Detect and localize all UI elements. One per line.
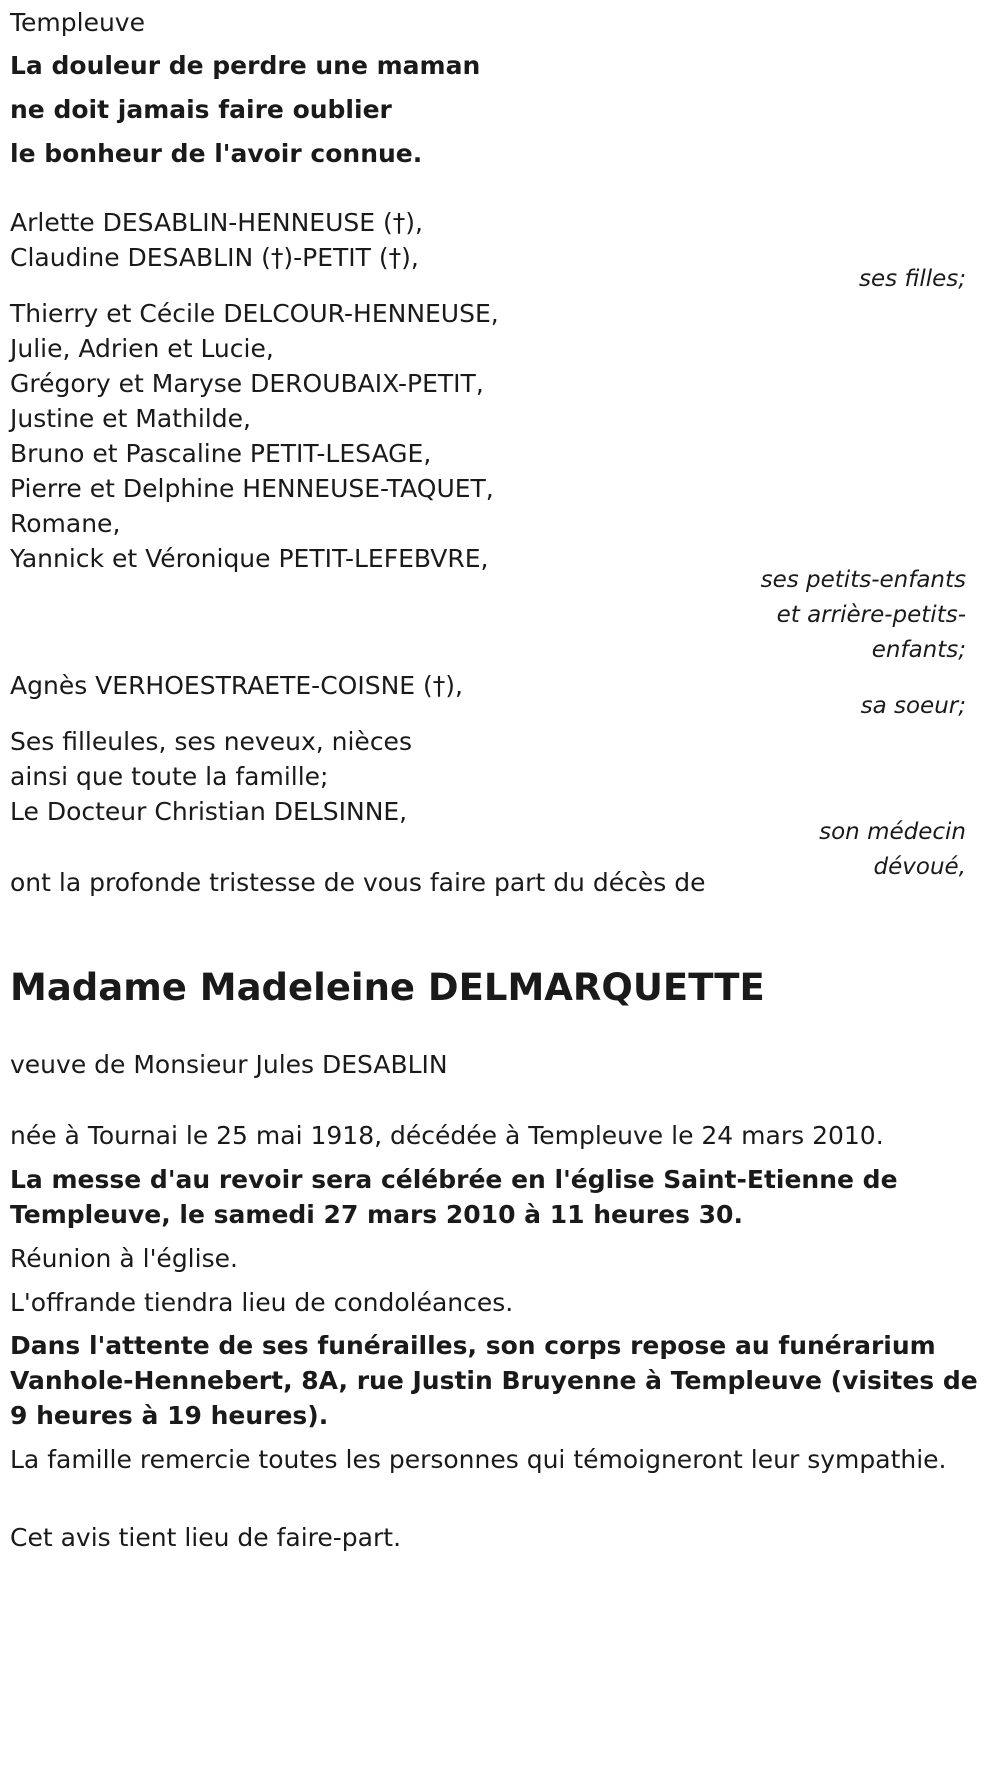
family-line: ainsi que toute la famille; — [10, 762, 329, 791]
funerarium-details: Dans l'attente de ses funérailles, son corps repose au funérarium Vanhole-Hennebert, 8A, rue Justin Bruyenne à Templeuve (visites de 9 heures à 19 heures). — [10, 1331, 978, 1430]
doctor-role-line-1: son médecin — [819, 819, 966, 845]
grandchild-entry: Yannick et Véronique PETIT-LEFEBVRE, — [10, 544, 489, 573]
grandchildren-role-line-2: et arrière-petits- — [776, 602, 966, 628]
grandchild-entry: Bruno et Pascaline PETIT-LESAGE, — [10, 439, 432, 468]
grandchild-entry: Grégory et Maryse DEROUBAIX-PETIT, — [10, 369, 484, 398]
thanks-text: La famille remercie toutes les personnes qui témoigneront leur sympathie. — [10, 1445, 947, 1474]
closing-note: Cet avis tient lieu de faire-part. — [10, 1523, 402, 1552]
quote-line-2: ne doit jamais faire oublier — [10, 95, 392, 124]
sister-role: sa soeur; — [860, 693, 966, 719]
grandchildren-role-line-1: ses petits-enfants — [760, 567, 966, 593]
widow-of: veuve de Monsieur Jules DESABLIN — [10, 1050, 448, 1079]
mass-details: La messe d'au revoir sera célébrée en l'église Saint-Etienne de Templeuve, le samedi 27 mars 2010 à 11 heures 30. — [10, 1165, 898, 1229]
quote-line-1: La douleur de perdre une maman — [10, 51, 481, 80]
deceased-name: Madame Madeleine DELMARQUETTE — [10, 966, 765, 1009]
grandchild-entry: Pierre et Delphine HENNEUSE-TAQUET, — [10, 474, 494, 503]
meeting-note: Réunion à l'église. — [10, 1244, 238, 1273]
quote-line-3: le bonheur de l'avoir connue. — [10, 139, 423, 168]
grandchild-entry: Thierry et Cécile DELCOUR-HENNEUSE, — [10, 299, 499, 328]
family-line: Ses filleules, ses neveux, nièces — [10, 727, 412, 756]
birth-death-dates: née à Tournai le 25 mai 1918, décédée à Templeuve le 24 mars 2010. — [10, 1121, 884, 1150]
grandchild-entry: Romane, — [10, 509, 121, 538]
doctor-role-line-2: dévoué, — [873, 854, 966, 880]
daughters-role: ses filles; — [859, 266, 966, 292]
sister-name: Agnès VERHOESTRAETE-COISNE (†), — [10, 671, 463, 700]
grandchildren-role-line-3: enfants; — [871, 637, 966, 663]
place-heading: Templeuve — [10, 8, 145, 37]
offering-note: L'offrande tiendra lieu de condoléances. — [10, 1288, 514, 1317]
daughter-name: Claudine DESABLIN (†)-PETIT (†), — [10, 243, 419, 272]
doctor-name: Le Docteur Christian DELSINNE, — [10, 797, 408, 826]
announcement-text: ont la profonde tristesse de vous faire part du décès de — [10, 868, 706, 897]
daughter-name: Arlette DESABLIN-HENNEUSE (†), — [10, 208, 423, 237]
grandchild-entry: Justine et Mathilde, — [10, 404, 251, 433]
grandchild-entry: Julie, Adrien et Lucie, — [10, 334, 274, 363]
